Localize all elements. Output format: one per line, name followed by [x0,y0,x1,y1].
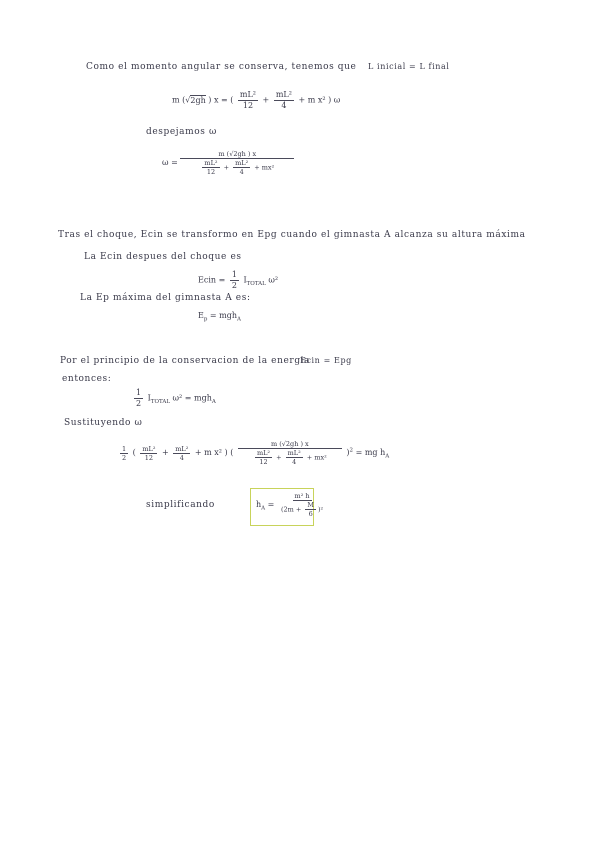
text-max-potential: La Ep máxima del gimnasta A es: [80,293,251,303]
equation-substituted: $\frac{1}{2}$ ( $\frac{\text{mL²}}{12}$ + $\frac{\text{mL²}}{4}$ + m x² ) ( m (√2gh ) x $\frac{\text{mL²}}{12}$ + $\frac{\text{mL²}}{4}$ + mx² )$^2$ = mg $h_A$ [122,440,390,466]
text-kinetic-energy-after: La Ecin despues del choque es [84,252,242,262]
text-momentum-conserved: Como el momento angular se conserva, tenemos que [86,62,357,72]
equation-ecin-epg: Ecin = Epg [300,356,352,365]
text-solve-omega: despejamos ω [146,127,217,137]
text-energy-conservation: Por el principio de la conservacion de la energia [60,356,311,366]
equation-angular-momentum: L inicial = L final [368,62,450,71]
text-entonces: entonces: [62,374,112,384]
equation-final-height: $h_A$ = m² h (2m + $\frac{M}{6}$ )² [256,492,324,518]
equation-potential-energy: $E_p = mgh_A$ [198,311,242,323]
equation-omega: ω = m (√2gh ) x $\frac{\text{mL²}}{12}$ + $\frac{\text{mL²}}{4}$ + mx² [162,150,294,176]
text-after-collision: Tras el choque, Ecin se transformo en Epg cuando el gimnasta A alcanza su altura máxima [58,230,526,240]
equation-kinetic-energy: Ecin = $\frac{1}{2}$ $I_{TOTAL}$ ω² [198,270,279,290]
text-substituting-omega: Sustituyendo ω [64,418,143,428]
equation-energy-equality: $\frac{1}{2}$ $I_{TOTAL}$ ω² = mgh$_A$ [136,388,216,408]
text-simplifying: simplificando [146,500,215,510]
equation-momentum-balance: m (√2gh ) x = ( $\frac{\text{mL²}}{12}$ + $\frac{\text{mL²}}{4}$ + m x² ) ω [172,90,341,110]
